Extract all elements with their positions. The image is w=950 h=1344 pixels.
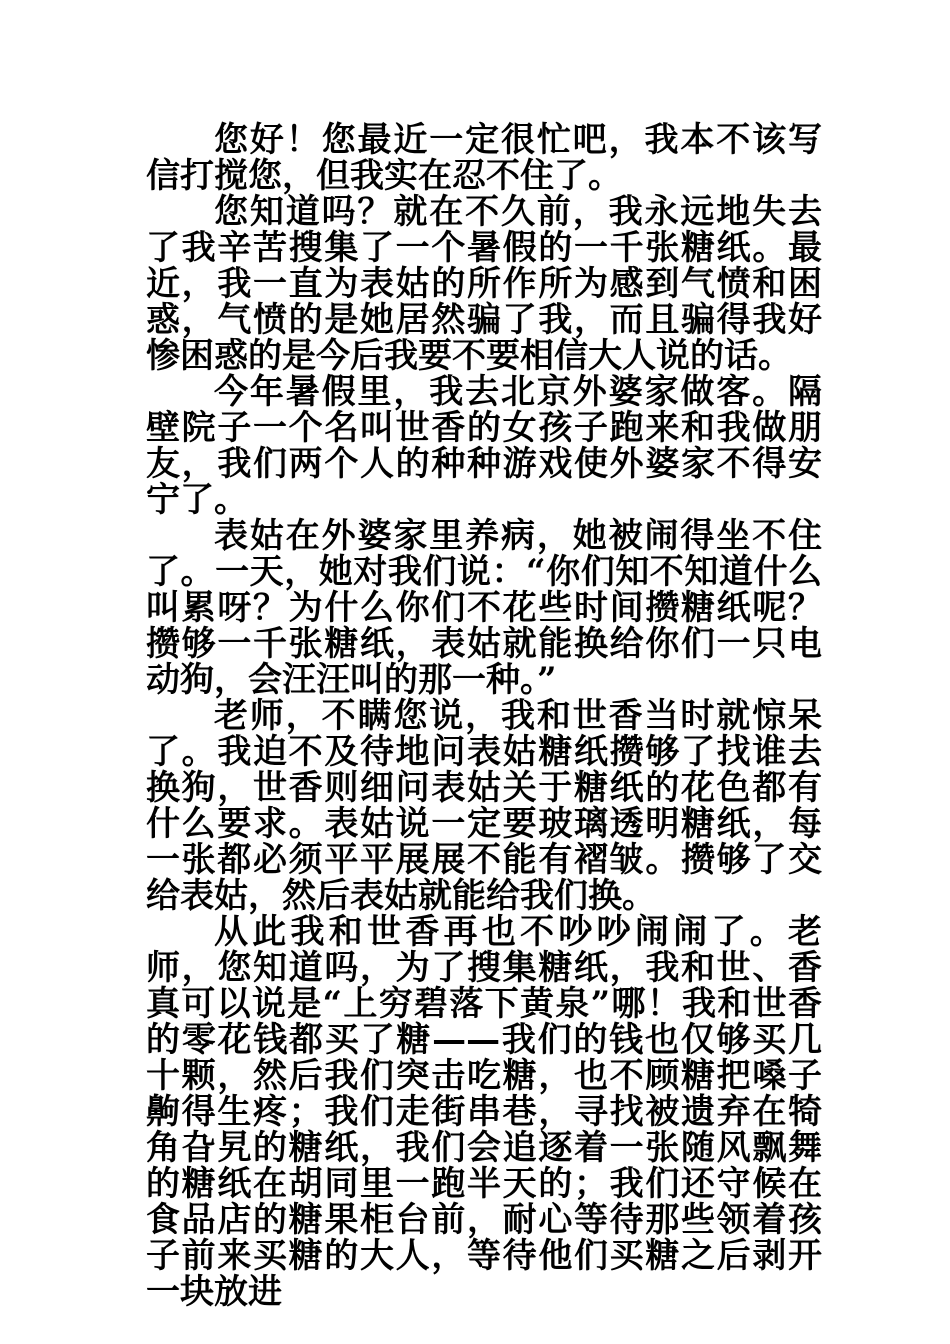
- paragraph-surprised: 老师，不瞒您说，我和世香当时就惊呆了。我迫不及待地问表姑糖纸攒够了找谁去换狗，世香则细问表姑关于糖纸的花色都有什么要求。表姑说一定要玻璃透明糖纸，每一张都必须平平展展不能有褶皱。攒够了交给表姑，然后表姑就能给我们换。: [146, 696, 822, 916]
- letter-body: [146, 122, 822, 1310]
- paragraph-summer-vacation: 今年暑假里，我去北京外婆家做客。隔壁院子一个名叫世香的女孩子跑来和我做朋友，我们两个人的种种游戏使外婆家不得安宁了。: [146, 372, 822, 520]
- paragraph-lost-candy-wrappers: 您知道吗？就在不久前，我永远地失去了我辛苦搜集了一个暑假的一千张糖纸。最近，我一直为表姑的所作所为感到气愤和困惑，气愤的是她居然骗了我，而且骗得我好惨困惑的是今后我要不要相信大人说的话。: [146, 192, 822, 376]
- paragraph-aunt-promise: 表姑在外婆家里养病，她被闹得坐不住了。一天，她对我们说：“你们知不知道什么叫累呀？为什么你们不花些时间攒糖纸呢？攒够一千张糖纸，表姑就能换给你们一只电动狗，会汪汪叫的那一种。”: [146, 516, 822, 700]
- paragraph-greeting: 您好！您最近一定很忙吧，我本不该写信打搅您，但我实在忍不住了。: [146, 120, 822, 196]
- paragraph-collecting: 从此我和世香再也不吵吵闹闹了。老师，您知道吗，为了搜集糖纸，我和世、香真可以说是“上穷碧落下黄泉”哪！我和世香的零花钱都买了糖——我们的钱也仅够买几十颗，然后我们突击吃糖，也不顾糖把嗓子齁得生疼；我们走街串巷，寻找被遗弃在犄角旮旯的糖纸，我们会追逐着一张随风飘舞的糖纸在胡同里一跑半天的；我们还守候在食品店的糖果柜台前，耐心等待那些领着孩子前来买糖的大人，等待他们买糖之后剥开一块放进: [146, 912, 822, 1312]
